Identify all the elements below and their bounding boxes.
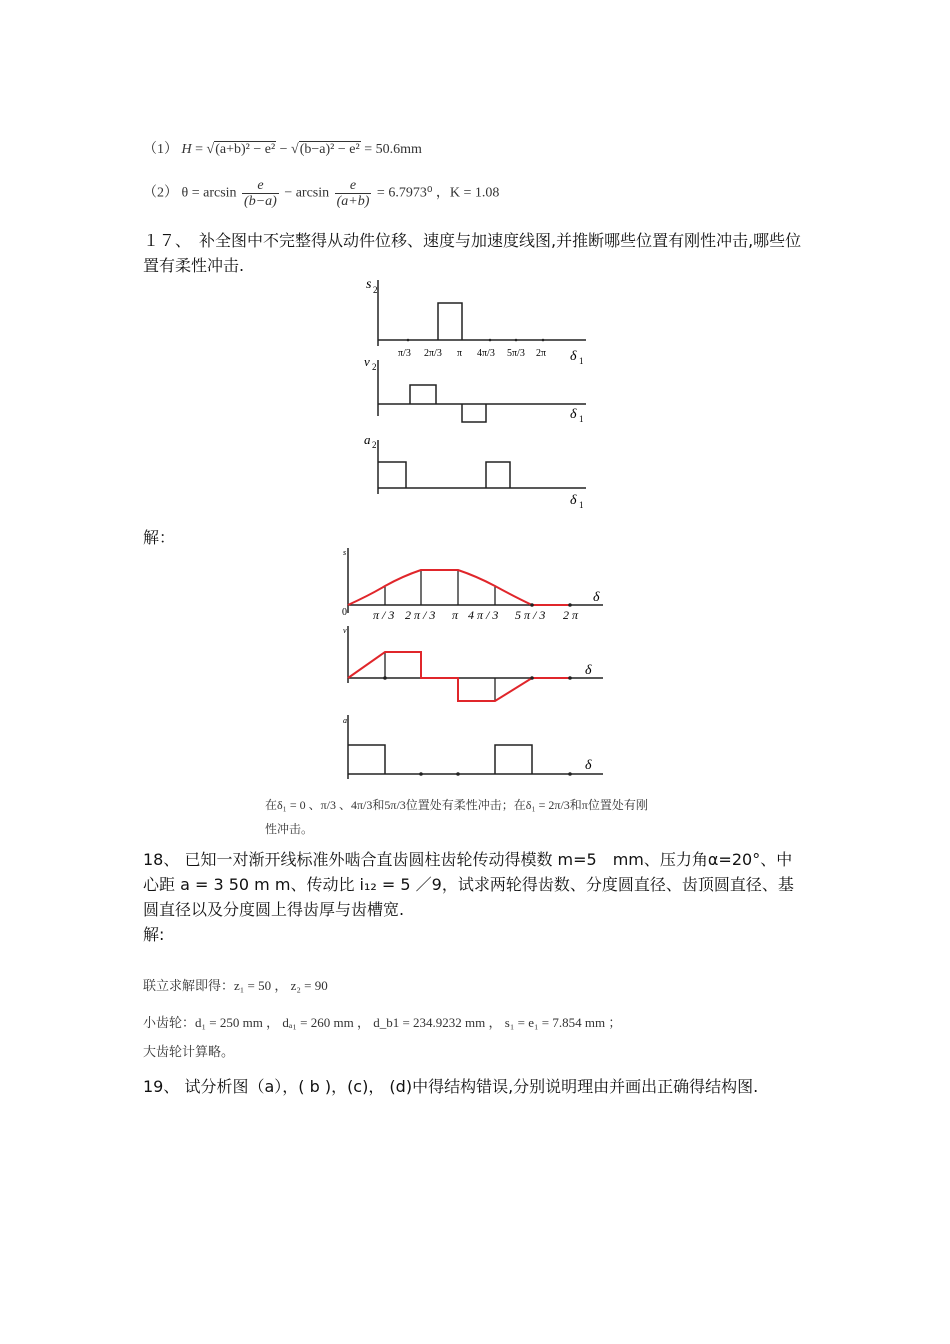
sol-delta-1: δ	[593, 590, 600, 605]
sol-tick-pi: π	[452, 608, 459, 622]
question-19: 19、 试分析图（a），( b )，(c)， (d)中得结构错误,分别说明理由并画出正确得结构图.	[143, 1077, 759, 1096]
eq2-f2-den: (a+b)	[336, 194, 370, 209]
sol-a-label: a	[343, 716, 347, 725]
eq2-lhs: θ = arcsin	[181, 185, 237, 201]
v2-label: v	[364, 354, 370, 369]
a2-rect-1	[378, 462, 406, 488]
sol-tick-2pi: 2 π	[563, 608, 579, 622]
a2-subscript: 2	[372, 440, 377, 450]
equation-1: （1） H = √(a+b)² − e² − √(b−a)² − e² = 50.6mm	[143, 142, 422, 157]
eq2-f1-num: e	[242, 178, 279, 194]
eq1-label: （1）	[143, 142, 178, 157]
eq1-result: = 50.6mm	[364, 142, 422, 157]
conclusion-17-line-1: 在δ₁ = 0 、π/3 、4π/3和5π/3位置处有柔性冲击；在δ₁ = 2π/3和π位置处有刚	[265, 798, 648, 812]
v2-negative-rect	[462, 404, 486, 422]
sol-tick-5pi-3: 5 π / 3	[515, 608, 546, 622]
sol-origin: 0	[342, 607, 347, 618]
tick-pi: π	[457, 348, 463, 359]
eq2-f2-num: e	[335, 178, 372, 194]
solution-18-line-3: 大齿轮计算略。	[143, 1044, 235, 1059]
tick-pi-3: π/3	[398, 348, 411, 359]
sol-delta-2: δ	[585, 663, 592, 678]
conclusion-17-line-2: 性冲击。	[265, 822, 314, 836]
v2-subscript: 2	[372, 362, 377, 372]
sol-s-label: s	[343, 548, 347, 557]
delta-label-2: δ	[570, 407, 577, 422]
sol-a-rect-1	[348, 745, 385, 774]
eq2-label: （2）	[143, 185, 178, 201]
solution-18-label: 解:	[143, 925, 165, 944]
s2-subscript: 2	[373, 285, 378, 295]
a2-label: a	[364, 432, 371, 447]
sol-v-verticals	[385, 652, 495, 701]
sol-a-rect-2	[495, 745, 532, 774]
sol-delta-3: δ	[585, 758, 592, 773]
delta-sub-1: 1	[579, 356, 584, 366]
sol-v-label: v	[343, 626, 347, 635]
sol-tick-2pi-3: 2 π / 3	[405, 608, 436, 622]
sol-s-curve	[348, 570, 570, 605]
question-18: 18、 已知一对渐开线标准外啮合直齿圆柱齿轮传动得模数 m=5 mm、压力角α=20°、中心距 a = 3 50 m m、传动比 i₁₂ = 5 ／9，试求两轮得齿数、分度圆直径、齿顶圆直径、基圆直径以及分度圆上得齿厚与齿槽宽.	[143, 850, 794, 919]
solution-18-line-2: 小齿轮：d₁ = 250 mm ， dₐ₁ = 260 mm ， d_b1 = 234.9232 mm ， s₁ = e₁ = 7.854 mm ；	[143, 1015, 622, 1030]
delta-label-1: δ	[570, 349, 577, 364]
delta-label-3: δ	[570, 493, 577, 508]
eq1-sqrt-2: (b−a)² − e²	[299, 142, 360, 157]
eq2-fraction-2	[335, 178, 372, 209]
solution-18-line-1: 联立求解即得：z₁ = 50 ， z₂ = 90	[143, 978, 328, 993]
solution-17-label: 解：	[143, 528, 176, 547]
sol-tick-pi-3: π / 3	[373, 608, 395, 622]
tick-2pi: 2π	[536, 348, 547, 359]
eq2-mid: − arcsin	[284, 185, 330, 201]
motion-diagram-solution	[335, 543, 610, 783]
s2-label: s	[366, 277, 372, 292]
sol-tick-4pi-3: 4 π / 3	[468, 608, 499, 622]
sol-v-curve	[348, 652, 570, 701]
question-17: １７、 补全图中不完整得从动件位移、速度与加速度线图,并推断哪些位置有刚性冲击,哪些位置有柔性冲击.	[143, 231, 802, 275]
delta-sub-3: 1	[579, 500, 584, 510]
s2-dwell-rect	[438, 303, 462, 340]
v2-positive-rect	[410, 385, 436, 404]
equation-2	[143, 178, 499, 209]
tick-4pi-3: 4π/3	[477, 348, 495, 359]
a2-rect-2	[486, 462, 510, 488]
tick-5pi-3: 5π/3	[507, 348, 525, 359]
eq2-f1-den: (b−a)	[244, 194, 277, 209]
motion-diagram-original	[358, 268, 593, 514]
tick-2pi-3: 2π/3	[424, 348, 442, 359]
delta-sub-2: 1	[579, 414, 584, 424]
eq1-lhs: H	[181, 142, 192, 157]
eq1-sqrt-1: (a+b)² − e²	[215, 142, 276, 157]
eq2-result: = 6.7973⁰ ，K = 1.08	[376, 185, 500, 201]
eq2-fraction-1	[242, 178, 279, 209]
sol-s-verticals	[385, 570, 495, 605]
